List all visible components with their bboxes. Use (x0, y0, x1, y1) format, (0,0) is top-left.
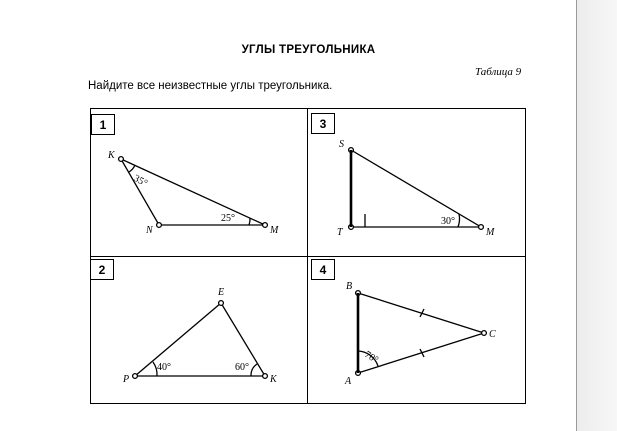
triangle-1 (119, 157, 268, 228)
triangle-4-vertex-a: A (345, 376, 352, 387)
problem-3-number: 3 (311, 113, 335, 134)
instruction-text: Найдите все неизвестные углы треугольника. (88, 80, 333, 92)
page-title: УГЛЫ ТРЕУГОЛЬНИКА (241, 44, 376, 56)
triangle-3 (349, 148, 484, 230)
triangle-1-angle-k-label: 35° (131, 172, 150, 190)
problem-1-number: 1 (91, 114, 115, 135)
triangle-2-vertex-e: E (218, 287, 225, 298)
triangle-4-vertex-b: B (346, 281, 353, 292)
problem-4-number: 4 (311, 259, 335, 280)
triangle-1-vertex-k: K (108, 150, 115, 161)
vertex-point (482, 331, 487, 336)
vertex-point (263, 223, 268, 228)
triangle-1-angle-k-arc (129, 165, 135, 172)
triangle-3-angle-m-arc (458, 214, 460, 227)
triangle-4-vertex-c: C (489, 329, 496, 340)
triangle-2-vertex-p: P (123, 374, 130, 385)
vertex-point (133, 374, 138, 379)
vertex-point (119, 157, 124, 162)
triangle-2-angle-p-label: 40° (157, 362, 171, 373)
triangle-3-angle-m-label: 30° (441, 216, 455, 227)
triangle-2-angle-k-label: 60° (235, 362, 249, 373)
vertex-point (219, 301, 224, 306)
triangle-2-angle-k-arc (251, 364, 257, 376)
triangle-2-vertex-k: K (270, 374, 277, 385)
triangle-1-shape (121, 159, 265, 225)
triangle-4-angle-a-label: 70° (362, 349, 381, 366)
vertex-point (263, 374, 268, 379)
triangle-3-vertex-m: M (486, 227, 495, 238)
triangle-3-shape (351, 150, 481, 227)
triangle-3-vertex-s: S (339, 139, 344, 150)
vertex-point (479, 225, 484, 230)
problem-2-number: 2 (90, 259, 114, 280)
vertex-point (157, 223, 162, 228)
triangle-3-vertex-t: T (337, 227, 343, 238)
triangle-1-vertex-m: M (270, 225, 279, 236)
table-label: Таблица 9 (475, 66, 522, 78)
triangle-1-angle-m-arc (249, 218, 250, 225)
triangle-1-angle-m-label: 25° (221, 213, 235, 224)
triangle-1-vertex-n: N (146, 225, 153, 236)
